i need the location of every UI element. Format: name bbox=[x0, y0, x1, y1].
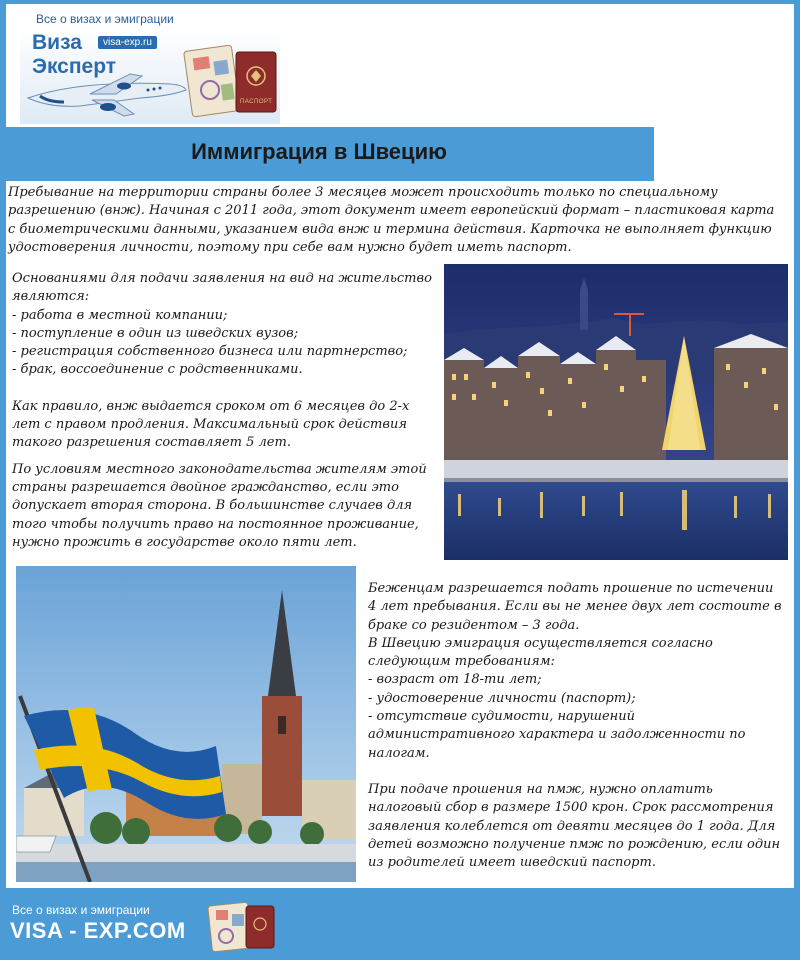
list-item: - отсутствие судимости, нарушений административного характера и задолженности по налогам. bbox=[368, 709, 746, 761]
grounds-heading: Основаниями для подачи заявления на вид на жительство являются: bbox=[12, 271, 432, 305]
title-banner bbox=[6, 127, 654, 181]
page-title: Иммиграция в Швецию bbox=[191, 139, 447, 164]
passport-stamps-icon bbox=[184, 45, 241, 117]
footer-brand-link[interactable]: VISA - EXP.COM bbox=[10, 918, 186, 943]
list-item: - возраст от 18-ти лет; bbox=[368, 672, 542, 688]
logo-url: visa-exp.ru bbox=[98, 36, 157, 49]
site-tagline: Все о визах и эмиграции bbox=[36, 12, 174, 26]
validity-paragraph: Как правило, внж выдается сроком от 6 месяцев до 2-х лет с правом продления. Максимальный срок действия такого разрешения составляет 5 лет. bbox=[12, 398, 410, 451]
list-item: - удостоверение личности (паспорт); bbox=[368, 690, 636, 706]
left-column bbox=[12, 270, 436, 552]
list-item: - брак, воссоединение с родственниками. bbox=[12, 362, 303, 378]
page-sheet bbox=[6, 4, 794, 888]
citizenship-paragraph: По условиям местного законодательства жителям этой страны разрешается двойное гражданство, если это допускает вторая сторона. В большинстве случаев для того чтобы получить право на постоянное проживание, нужно прожить в государстве около пяти лет. bbox=[12, 461, 427, 550]
right-column bbox=[368, 580, 784, 872]
pmzh-paragraph: При подаче прошения на пмж, нужно оплатить налоговый сбор в размере 1500 крон. Срок рассмотрения заявления колеблется от девяти месяцев до 1 года. Для детей возможно получение пмж по рождению, если один из родителей имеет шведский паспорт. bbox=[368, 781, 781, 871]
intro-text: Пребывание на территории страны более 3 месяцев может происходить только по специальному разрешению (внж). Начиная с 2011 года, этот документ имеет европейский формат – пластиковая карта с биометрическими данными, указанием вида внж и термина действия. Карточка не выполняет функцию удостоверения личности, поэтому при себе вам нужно будет иметь паспорт. bbox=[8, 185, 775, 255]
refugees-paragraph: Беженцам разрешается подать прошение по истечении 4 лет пребывания. Если вы не менее двух лет состоите в браке со резидентом – 3 года. bbox=[368, 581, 782, 633]
logo-word-expert: Эксперт bbox=[32, 55, 117, 78]
list-item: - регистрация собственного бизнеса или партнерство; bbox=[12, 344, 408, 360]
site-logo[interactable] bbox=[20, 28, 280, 124]
footer-tagline: Все о визах и эмиграции bbox=[12, 903, 150, 917]
logo-word-visa: Виза bbox=[32, 31, 82, 54]
requirements-heading: В Швецию эмиграция осуществляется согласно следующим требованиям: bbox=[368, 635, 713, 670]
stockholm-night-photo bbox=[444, 264, 788, 560]
intro-paragraph bbox=[8, 184, 784, 257]
passport-stamps-icon bbox=[206, 898, 278, 954]
list-item: - поступление в один из шведских вузов; bbox=[12, 325, 299, 341]
passport-label: ПАСПОРТ bbox=[240, 99, 273, 105]
swedish-flag-photo bbox=[16, 566, 356, 882]
list-item: - работа в местной компании; bbox=[12, 307, 228, 323]
